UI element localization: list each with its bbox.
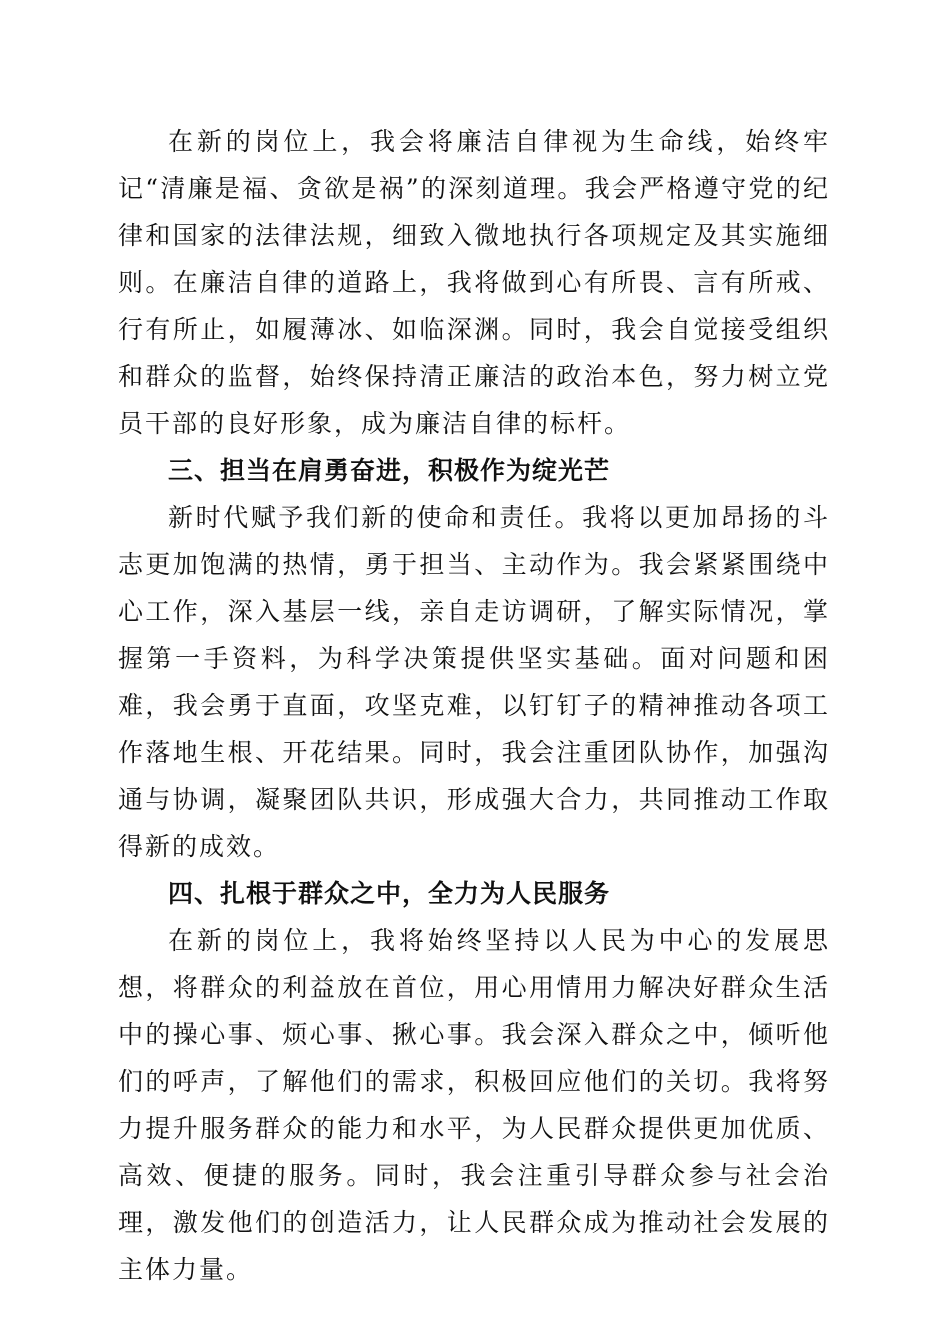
section-heading-4: 四、扎根于群众之中，全力为人民服务	[168, 879, 611, 908]
paragraph-serve-people: 在新的岗位上，我将始终坚持以人民为中心的发展思想，将群众的利益放在首位，用心用情用力解决好群众生活中的操心事、烦心事、揪心事。我会深入群众之中，倾听他们的呼声，了解他们的需求，积极回应他们的关切。我将努力提升服务群众的能力和水平，为人民群众提供更加优质、高效、便捷的服务。同时，我会注重引导群众参与社会治理，激发他们的创造活力，让人民群众成为推动社会发展的主体力量。	[118, 926, 830, 1284]
section-heading-3: 三、担当在肩勇奋进，积极作为绽光芒	[168, 456, 611, 485]
paragraph-responsibility: 新时代赋予我们新的使命和责任。我将以更加昂扬的斗志更加饱满的热情，勇于担当、主动作为。我会紧紧围绕中心工作，深入基层一线，亲自走访调研，了解实际情况，掌握第一手资料，为科学决策提供坚实基础。面对问题和困难，我会勇于直面，攻坚克难，以钉钉子的精神推动各项工作落地生根、开花结果。同时，我会注重团队协作，加强沟通与协调，凝聚团队共识，形成强大合力，共同推动工作取得新的成效。	[118, 503, 830, 861]
paragraph-integrity: 在新的岗位上，我会将廉洁自律视为生命线，始终牢记“清廉是福、贪欲是祸”的深刻道理。我会严格遵守党的纪律和国家的法律法规，细致入微地执行各项规定及其实施细则。在廉洁自律的道路上，我将做到心有所畏、言有所戒、行有所止，如履薄冰、如临深渊。同时，我会自觉接受组织和群众的监督，始终保持清正廉洁的政治本色，努力树立党员干部的良好形象，成为廉洁自律的标杆。	[118, 127, 830, 438]
document-body	[118, 118, 830, 1293]
